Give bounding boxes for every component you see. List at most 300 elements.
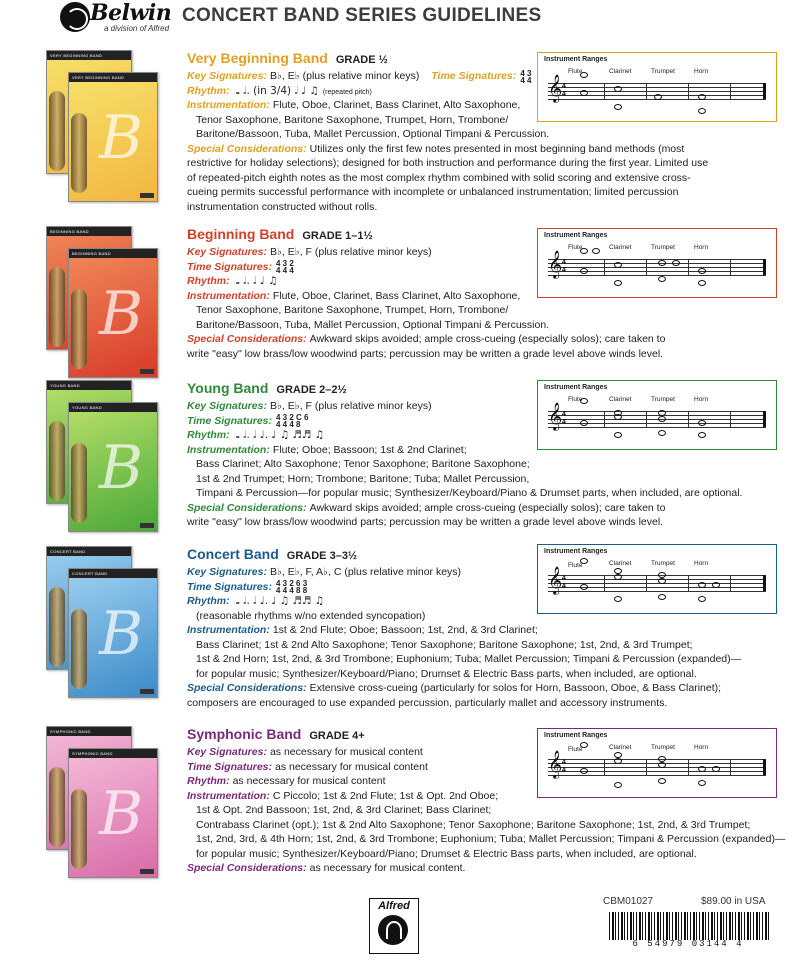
grade-label: GRADE ½	[335, 54, 388, 66]
special-considerations-text: Awkward skips avoided; ample cross-cueing (especially solos); care taken to	[309, 333, 666, 345]
cover-label: BEGINNING BAND	[47, 227, 131, 236]
staff-time-signature-icon: 4 4	[562, 575, 566, 590]
special-considerations-text: restrictive for holiday selections); designed for both instruction and performance during the first year. Limited use	[187, 157, 709, 169]
bar-line	[604, 411, 605, 427]
staff-line	[548, 759, 766, 760]
range-label-clarinet: Clarinet	[609, 68, 632, 75]
key-signatures-label: Key Signatures:	[187, 746, 267, 758]
instrumentation-line	[187, 443, 467, 457]
instrumentation-label: Instrumentation:	[187, 99, 270, 111]
key-signatures-label: Key Signatures:	[187, 400, 267, 412]
cover-b-icon: B	[99, 103, 144, 173]
instrumentation-line	[196, 303, 508, 317]
instrumentation-line	[196, 667, 697, 681]
publisher-badge-icon	[140, 523, 154, 528]
bar-line	[646, 575, 647, 591]
barcode-number: 6 54979 03144 4	[632, 939, 744, 949]
grade-label: GRADE 2–2½	[276, 384, 347, 396]
time-signatures-value: 4 3 4 4	[520, 68, 532, 85]
instrumentation-text: Bass Clarinet; 1st & 2nd Alto Saxophone; Tenor Saxophone; Baritone Saxophone; 1st, 2nd, & 3rd Trumpet;	[196, 638, 693, 651]
staff-time-signature-icon: 4 4	[562, 759, 566, 774]
cover-art	[46, 380, 148, 528]
range-label-trumpet: Trumpet	[651, 744, 675, 751]
whole-note-icon	[698, 582, 706, 588]
music-staff	[548, 74, 766, 102]
saxophone-icon	[71, 113, 87, 193]
staff-line	[548, 427, 766, 428]
whole-note-icon	[658, 276, 666, 282]
barcode	[603, 912, 773, 950]
cover-label: BEGINNING BAND	[69, 249, 157, 258]
special-line	[187, 861, 465, 875]
rhythm-label: Rhythm:	[187, 775, 230, 787]
instrumentation-text: Contrabass Clarinet (opt.); 1st & 2nd Alto Saxophone; Tenor Saxophone; Baritone Saxophone; 1st, 2nd, & 3rd Trumpet;	[196, 818, 751, 831]
whole-note-icon	[592, 248, 600, 254]
final-bar-line	[763, 759, 766, 775]
band-title	[187, 226, 373, 242]
rhythm-value: 𝅝 𝅗𝅥. (in 3/4) 𝅗𝅥 ♩ ♫	[235, 84, 319, 97]
instrument-ranges-title: Instrument Ranges	[544, 548, 608, 555]
cover-b-icon: B	[99, 779, 144, 849]
staff-line	[548, 591, 766, 592]
whole-note-icon	[658, 778, 666, 784]
instrumentation-text: 1st, 2nd, 3rd, & 4th Horn; 1st, 2nd, & 3rd Trombone; Euphonium; Tuba; Mallet Percussion; Timpani & Percussion (expanded)—	[196, 833, 786, 845]
whole-note-icon	[580, 90, 588, 96]
rhythm-line	[187, 274, 278, 288]
staff-line	[548, 275, 766, 276]
publisher-badge-icon	[140, 193, 154, 198]
whole-note-icon	[614, 280, 622, 286]
whole-note-icon	[658, 762, 666, 768]
special-considerations-label: Special Considerations:	[187, 501, 307, 514]
bar-line	[730, 83, 731, 99]
whole-note-icon	[658, 430, 666, 436]
instrument-ranges-box	[537, 544, 777, 614]
cover-label: CONCERT BAND	[69, 569, 157, 578]
saxophone-icon	[71, 789, 87, 869]
time-signatures-label: Time Signatures:	[431, 70, 517, 82]
bar-line	[730, 411, 731, 427]
range-label-flute: Flute	[568, 562, 583, 569]
whole-note-icon	[698, 108, 706, 114]
whole-note-icon	[614, 432, 622, 438]
bar-line	[604, 575, 605, 591]
whole-note-icon	[658, 578, 666, 584]
range-label-flute: Flute	[568, 244, 583, 251]
whole-note-icon	[698, 280, 706, 286]
rhythm-label: Rhythm:	[187, 429, 230, 441]
whole-note-icon	[580, 72, 588, 78]
staff-line	[548, 575, 766, 576]
saxophone-icon	[49, 587, 65, 667]
range-label-clarinet: Clarinet	[609, 744, 632, 751]
range-label-horn: Horn	[694, 68, 709, 75]
instrumentation-line	[196, 486, 742, 500]
music-staff	[548, 750, 766, 778]
key-signatures-label: Key Signatures:	[187, 70, 267, 82]
whole-note-icon	[614, 262, 622, 268]
bar-line	[646, 259, 647, 275]
cover-art	[46, 50, 148, 198]
range-label-trumpet: Trumpet	[651, 68, 675, 75]
whole-note-icon	[712, 582, 720, 588]
key-signatures-value: B♭, E♭, F (plus relative minor keys)	[269, 400, 432, 412]
publisher-badge-icon	[140, 869, 154, 874]
bar-line	[688, 759, 689, 775]
instrumentation-label: Instrumentation:	[187, 789, 270, 802]
whole-note-icon	[614, 104, 622, 110]
key-time-line	[187, 69, 531, 84]
key-signatures-value: B♭, E♭ (plus relative minor keys)	[269, 70, 420, 82]
grade-label: GRADE 4+	[309, 730, 365, 742]
final-bar-line	[763, 83, 766, 99]
time-signatures-value: 4 3 2 6 3 4 4 4 8 8	[276, 579, 308, 596]
special-considerations-text: cueing permits successful performance with incomplete or unbalanced instrumentation; limited percussion	[187, 186, 679, 198]
whole-note-icon	[698, 268, 706, 274]
special-considerations-text: of repeated-pitch eighth notes as the most complex rhythm combined with solid scoring and extensive cross-	[187, 171, 691, 184]
key-line	[187, 399, 432, 413]
instrument-ranges-title: Instrument Ranges	[544, 56, 608, 63]
saxophone-icon	[49, 767, 65, 847]
special-considerations-text: Extensive cross-cueing (particularly for solos for Horn, Bassoon, Oboe, & Bass Clarinet);	[309, 682, 722, 694]
time-signatures-value: 4 3 2 4 4 4	[276, 259, 294, 276]
rhythm-line	[187, 594, 324, 608]
cover-label: CONCERT BAND	[47, 547, 131, 556]
instrumentation-label: Instrumentation:	[187, 289, 270, 302]
bar-line	[688, 259, 689, 275]
key-signatures-value: B♭, E♭, F, A♭, C (plus relative minor keys)	[269, 566, 462, 578]
range-label-horn: Horn	[694, 560, 709, 567]
instrumentation-line	[187, 623, 538, 637]
bar-line	[646, 411, 647, 427]
bar-line	[688, 83, 689, 99]
range-label-clarinet: Clarinet	[609, 396, 632, 403]
special-line	[187, 347, 663, 361]
instrumentation-label: Instrumentation:	[187, 443, 270, 456]
instrumentation-line	[187, 789, 498, 803]
whole-note-icon	[614, 414, 622, 420]
saxophone-icon	[49, 91, 65, 171]
instrumentation-line	[196, 832, 785, 846]
special-line	[187, 681, 721, 695]
instrument-ranges-box	[537, 728, 777, 798]
special-considerations-text: instrumentation constructed without rolls.	[187, 200, 378, 213]
cover-label: VERY BEGINNING BAND	[69, 73, 157, 82]
saxophone-icon	[71, 443, 87, 523]
range-label-trumpet: Trumpet	[651, 396, 675, 403]
time-signatures-label: Time Signatures:	[187, 414, 272, 427]
range-label-flute: Flute	[568, 68, 583, 75]
bar-line	[688, 411, 689, 427]
time-signatures-value: 4 3 2 C 6 4 4 4 8	[276, 413, 309, 430]
time-signatures-label: Time Signatures:	[187, 260, 272, 273]
price: $89.00 in USA	[701, 896, 766, 907]
whole-note-icon	[614, 596, 622, 602]
rhythm-line	[187, 428, 324, 442]
whole-note-icon	[580, 398, 588, 404]
rhythm-value: as necessary for musical content	[232, 775, 386, 787]
instrumentation-line	[196, 318, 549, 332]
band-name: Symphonic Band	[187, 726, 302, 742]
cover-front-image	[68, 748, 158, 878]
cover-label: SYMPHONIC BAND	[47, 727, 131, 736]
final-bar-line	[763, 259, 766, 275]
range-label-horn: Horn	[694, 396, 709, 403]
special-considerations-text: as necessary for musical content.	[309, 862, 466, 874]
cover-front-image	[68, 568, 158, 698]
page-title: CONCERT BAND SERIES GUIDELINES	[182, 5, 542, 26]
whole-note-icon	[580, 768, 588, 774]
whole-note-icon	[658, 260, 666, 266]
band-name: Young Band	[187, 380, 269, 396]
range-label-flute: Flute	[568, 746, 583, 753]
special-line	[187, 200, 377, 214]
rhythm-value: 𝅝 𝅗𝅥. 𝅗𝅥 ♩ ♫	[235, 275, 278, 287]
instrument-ranges-box	[537, 52, 777, 122]
special-considerations-label: Special Considerations:	[187, 862, 307, 874]
instrumentation-line	[187, 98, 520, 112]
time-line	[187, 414, 308, 429]
key-line	[187, 565, 461, 579]
key-signatures-label: Key Signatures:	[187, 246, 267, 258]
instrumentation-text: Baritone/Bassoon, Tuba, Mallet Percussion, Optional Timpani & Percussion.	[196, 128, 550, 140]
final-bar-line	[763, 575, 766, 591]
cover-b-icon: B	[99, 433, 144, 503]
treble-clef-icon: 𝄞	[548, 402, 563, 430]
instrumentation-text: Flute; Oboe; Bassoon; 1st & 2nd Clarinet;	[272, 443, 467, 456]
staff-line	[548, 763, 766, 764]
instrumentation-text: Flute, Oboe, Clarinet, Bass Clarinet, Alto Saxophone,	[272, 289, 521, 302]
whole-note-icon	[658, 594, 666, 600]
instrumentation-text: 1st & 2nd Horn; 1st, 2nd, & 3rd Trombone; Euphonium; Tuba; Mallet Percussion; Timpani & Percussion (expanded)—	[196, 653, 742, 665]
rhythm-note: (reasonable rhythms w/no extended syncopation)	[196, 609, 426, 622]
staff-line	[548, 87, 766, 88]
instrumentation-line	[196, 803, 491, 817]
bar-line	[604, 259, 605, 275]
instrument-ranges-title: Instrument Ranges	[544, 732, 608, 739]
whole-note-icon	[698, 432, 706, 438]
band-title	[187, 726, 365, 742]
special-considerations-label: Special Considerations:	[187, 333, 307, 345]
time-line	[187, 580, 307, 595]
instrumentation-line	[196, 113, 508, 127]
rhythm-line	[187, 774, 386, 788]
instrumentation-text: Baritone/Bassoon, Tuba, Mallet Percussion, Optional Timpani & Percussion.	[196, 318, 550, 331]
belwin-emblem-icon	[60, 2, 90, 32]
special-considerations-text: Awkward skips avoided; ample cross-cueing (especially solos); care taken to	[309, 501, 666, 514]
instrument-ranges-title: Instrument Ranges	[544, 384, 608, 391]
key-line	[187, 245, 432, 259]
instrumentation-line	[196, 457, 530, 471]
instrumentation-line	[196, 638, 693, 652]
whole-note-icon	[698, 94, 706, 100]
band-name: Very Beginning Band	[187, 50, 328, 66]
time-signatures-value: as necessary for musical content	[275, 760, 428, 773]
special-considerations-label: Special Considerations:	[187, 142, 307, 155]
band-title	[187, 50, 388, 66]
whole-note-icon	[580, 248, 588, 254]
instrumentation-label: Instrumentation:	[187, 624, 270, 636]
special-line	[187, 501, 665, 515]
whole-note-icon	[698, 780, 706, 786]
cover-front-image	[68, 248, 158, 378]
instrument-ranges-box	[537, 228, 777, 298]
special-considerations-text: write "easy" low brass/low woodwind parts; percussion may be written a grade level above winds level.	[187, 516, 664, 528]
cover-art	[46, 546, 148, 694]
special-line	[187, 332, 665, 346]
logo-name: Belwin	[90, 0, 172, 26]
special-considerations-text: composers are encouraged to use expanded percussion, particularly mallet and accessory instruments.	[187, 696, 668, 709]
bar-line	[646, 759, 647, 775]
whole-note-icon	[698, 420, 706, 426]
grade-label: GRADE 1–1½	[302, 230, 373, 242]
range-label-horn: Horn	[694, 244, 709, 251]
instrumentation-text: Bass Clarinet; Alto Saxophone; Tenor Saxophone; Baritone Saxophone;	[196, 458, 530, 470]
whole-note-icon	[614, 758, 622, 764]
special-line	[187, 142, 684, 156]
instrumentation-line	[196, 127, 549, 141]
staff-line	[548, 411, 766, 412]
special-considerations-text: Utilizes only the first few notes presented in most beginning band methods (most	[309, 142, 685, 155]
grade-label: GRADE 3–3½	[286, 550, 358, 562]
whole-note-icon	[698, 596, 706, 602]
instrumentation-line	[196, 818, 750, 832]
instrumentation-line	[187, 289, 520, 303]
final-bar-line	[763, 411, 766, 427]
key-signatures-value: as necessary for musical content	[269, 746, 423, 758]
instrument-ranges-box	[537, 380, 777, 450]
whole-note-icon	[580, 584, 588, 590]
cover-front-image	[68, 72, 158, 202]
staff-time-signature-icon: 4 4	[562, 411, 566, 426]
special-line	[187, 185, 678, 199]
staff-line	[548, 775, 766, 776]
cover-label: YOUNG BAND	[47, 381, 131, 390]
whole-note-icon	[658, 416, 666, 422]
rhythm-note-line	[196, 609, 425, 623]
publisher-badge-icon	[140, 369, 154, 374]
publisher-badge-icon	[140, 689, 154, 694]
catalog-number: CBM01027	[603, 896, 654, 907]
whole-note-icon	[712, 766, 720, 772]
range-label-clarinet: Clarinet	[609, 560, 632, 567]
bar-line	[730, 575, 731, 591]
rhythm-label: Rhythm:	[187, 595, 230, 607]
saxophone-icon	[71, 609, 87, 689]
cover-art	[46, 726, 148, 874]
whole-note-icon	[580, 420, 588, 426]
staff-line	[548, 259, 766, 260]
instrumentation-text: Flute, Oboe, Clarinet, Bass Clarinet, Alto Saxophone,	[272, 99, 521, 111]
special-line	[187, 156, 708, 170]
staff-line	[548, 263, 766, 264]
special-considerations-label: Special Considerations:	[187, 682, 307, 694]
cover-art	[46, 226, 148, 374]
range-label-trumpet: Trumpet	[651, 244, 675, 251]
music-staff	[548, 566, 766, 594]
cover-label: VERY BEGINNING BAND	[47, 51, 131, 60]
bar-line	[646, 83, 647, 99]
staff-line	[548, 83, 766, 84]
key-line	[187, 745, 423, 759]
logo-subtitle: a division of Alfred	[104, 24, 170, 33]
time-line	[187, 260, 294, 275]
time-signatures-label: Time Signatures:	[187, 760, 272, 773]
bar-line	[730, 759, 731, 775]
special-considerations-text: write "easy" low brass/low woodwind parts; percussion may be written a grade level above winds level.	[187, 347, 664, 360]
band-title	[187, 380, 347, 396]
instrumentation-text: 1st & 2nd Trumpet; Horn; Trombone; Baritone; Tuba; Mallet Percussion,	[196, 472, 530, 485]
range-label-clarinet: Clarinet	[609, 244, 632, 251]
special-line	[187, 696, 667, 710]
whole-note-icon	[614, 782, 622, 788]
treble-clef-icon: 𝄞	[548, 74, 563, 102]
cover-b-icon: B	[99, 279, 144, 349]
belwin-logo	[60, 2, 172, 36]
staff-line	[548, 579, 766, 580]
time-line	[187, 760, 428, 774]
instrumentation-line	[196, 652, 741, 666]
whole-note-icon	[672, 260, 680, 266]
treble-clef-icon: 𝄞	[548, 250, 563, 278]
cover-label: YOUNG BAND	[69, 403, 157, 412]
bar-line	[604, 83, 605, 99]
bar-line	[730, 259, 731, 275]
instrumentation-text: Tenor Saxophone, Baritone Saxophone, Trumpet, Horn, Trombone/	[196, 304, 509, 316]
range-label-flute: Flute	[568, 396, 583, 403]
rhythm-value: 𝅝 𝅗𝅥. 𝅗𝅥 ♩. ♩ ♫ ♬♬ ♫	[235, 429, 325, 441]
rhythm-label: Rhythm:	[187, 275, 230, 287]
cover-label: SYMPHONIC BAND	[69, 749, 157, 758]
staff-time-signature-icon: 4 4	[562, 83, 566, 98]
saxophone-icon	[71, 289, 87, 369]
saxophone-icon	[49, 267, 65, 347]
time-signatures-label: Time Signatures:	[187, 580, 272, 593]
range-label-horn: Horn	[694, 744, 709, 751]
bar-line	[604, 759, 605, 775]
rhythm-value: 𝅝 𝅗𝅥. 𝅗𝅥 ♩. ♩ ♫ ♬♬ ♫	[235, 595, 325, 607]
instrumentation-text: Tenor Saxophone, Baritone Saxophone, Trumpet, Horn, Trombone/	[196, 113, 509, 126]
cover-front-image	[68, 402, 158, 532]
instrument-ranges-title: Instrument Ranges	[544, 232, 608, 239]
instrumentation-text: for popular music; Synthesizer/Keyboard/Piano; Drumset & Electric Bass parts, when included, are optional.	[196, 667, 697, 680]
instrumentation-text: 1st & 2nd Flute; Oboe; Bassoon; 1st, 2nd, & 3rd Clarinet;	[272, 624, 538, 636]
whole-note-icon	[580, 742, 588, 748]
special-line	[187, 515, 663, 529]
music-staff	[548, 402, 766, 430]
alfred-logo	[369, 898, 419, 954]
instrumentation-line	[196, 847, 697, 861]
range-label-trumpet: Trumpet	[651, 560, 675, 567]
alfred-name: Alfred	[378, 900, 410, 912]
staff-time-signature-icon: 4 4	[562, 259, 566, 274]
music-staff	[548, 250, 766, 278]
alfred-emblem-icon	[378, 915, 408, 945]
instrumentation-text: 1st & Opt. 2nd Bassoon; 1st, 2nd, & 3rd Clarinet; Bass Clarinet;	[196, 804, 492, 816]
page-header	[0, 0, 800, 36]
whole-note-icon	[580, 268, 588, 274]
special-line	[187, 171, 691, 185]
instrumentation-text: Timpani & Percussion—for popular music; Synthesizer/Keyboard/Piano & Drumset parts, when included, are optional.	[196, 487, 743, 499]
key-signatures-label: Key Signatures:	[187, 566, 267, 578]
saxophone-icon	[49, 421, 65, 501]
whole-note-icon	[614, 574, 622, 580]
band-name: Beginning Band	[187, 226, 295, 242]
rhythm-note: (repeated pitch)	[322, 88, 372, 96]
whole-note-icon	[614, 86, 622, 92]
instrumentation-text: for popular music; Synthesizer/Keyboard/Piano; Drumset & Electric Bass parts, when included, are optional.	[196, 847, 697, 860]
band-name: Concert Band	[187, 546, 279, 562]
